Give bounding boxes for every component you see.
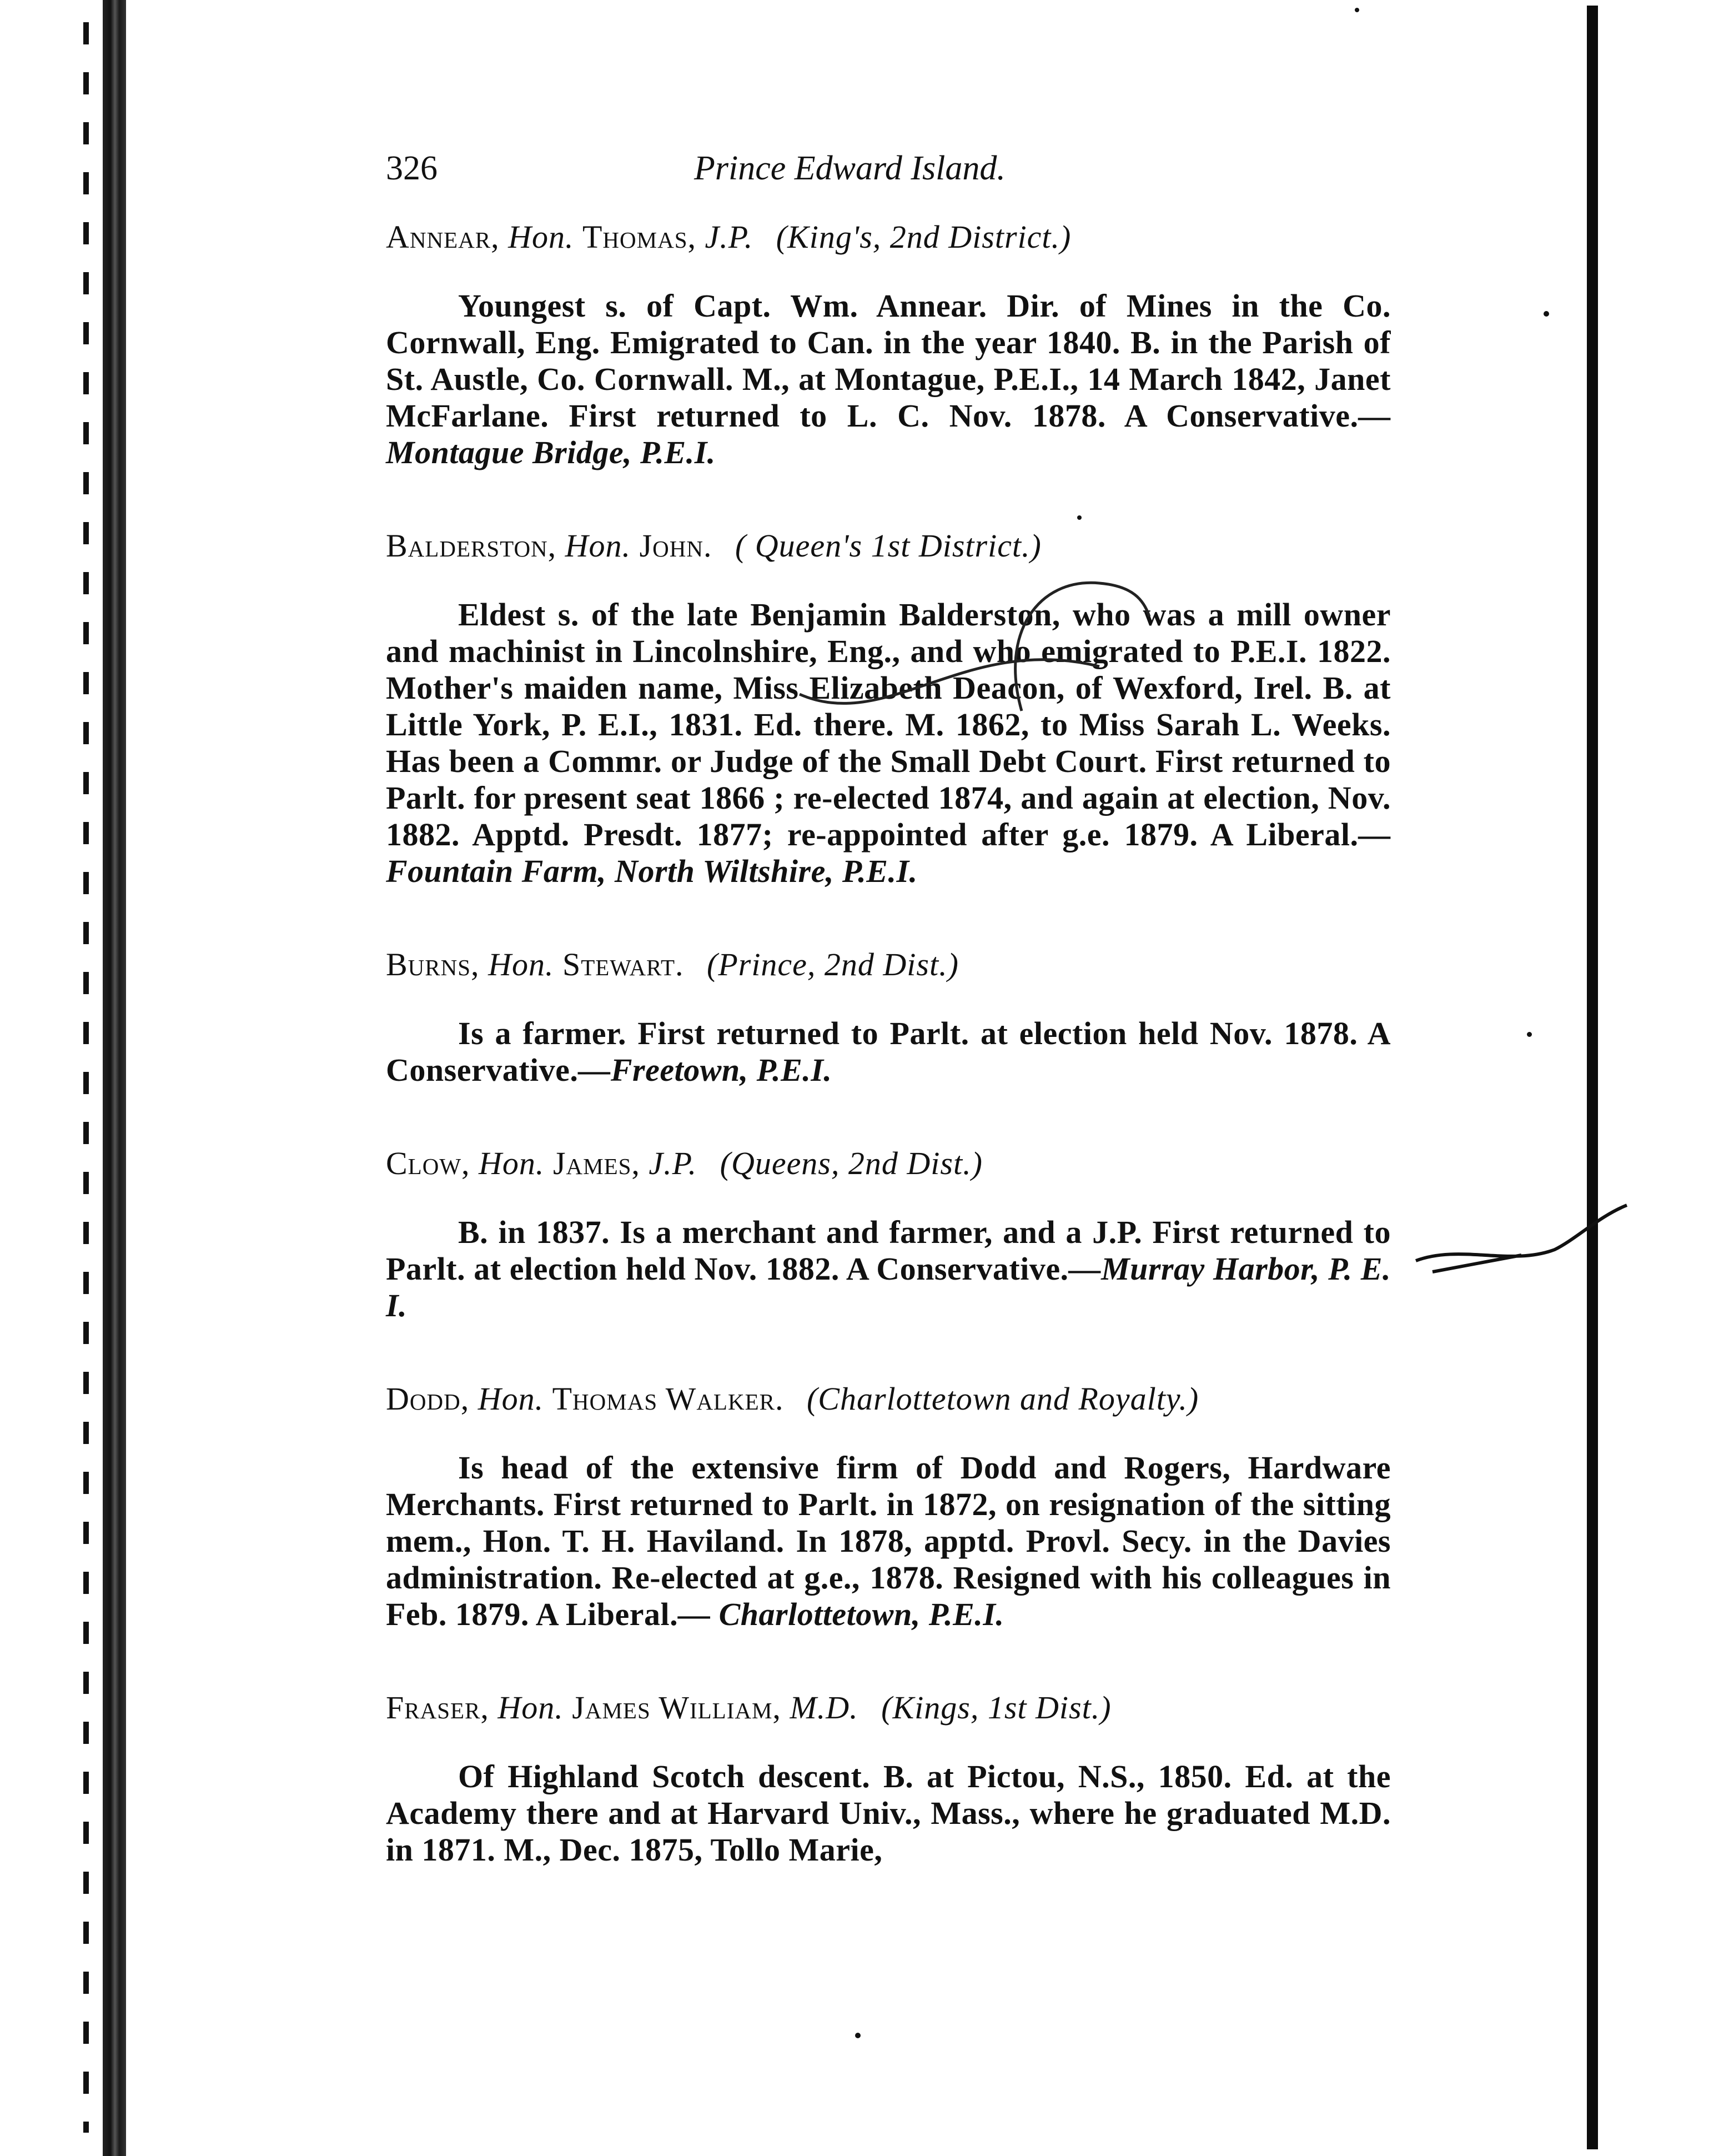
entry-district: (King's, 2nd District.) xyxy=(776,219,1072,255)
entry-address: — Charlottetown, P.E.I. xyxy=(678,1596,1004,1632)
entries-column xyxy=(386,215,1391,1922)
entry-address: —Fountain Farm, North Wiltshire, P.E.I. xyxy=(386,816,1391,889)
entry-biography: B. in 1837. Is a merchant and farmer, and a J.P. First returned to Parlt. at election held Nov. 1882. A Conservative. xyxy=(386,1214,1391,1287)
entry-biography: Is a farmer. First returned to Parlt. at election held Nov. 1878. A Conservative. xyxy=(386,1015,1391,1088)
ink-speck xyxy=(1544,311,1549,317)
entry-heading xyxy=(386,524,1391,568)
ink-speck xyxy=(1355,8,1359,12)
entry-biography: Of Highland Scotch descent. B. at Pictou, N.S., 1850. Ed. at the Academy there and at Harvard Univ., Mass., where he graduated M.D. in 1871. M., Dec. 1875, Tollo Marie, xyxy=(386,1758,1391,1868)
entry-body xyxy=(386,1214,1391,1324)
entry xyxy=(386,1686,1391,1868)
entry-surname: Annear, xyxy=(386,219,500,255)
entry-body xyxy=(386,288,1391,471)
binding-edge-marks xyxy=(83,22,89,2133)
entry-district: ( Queen's 1st District.) xyxy=(735,528,1042,564)
entry-body xyxy=(386,1450,1391,1633)
entry-biography: Is head of the extensive firm of Dodd and Rogers, Hardware Merchants. First returned to Parlt. in 1872, on resignation of the sitting mem., Hon. T. H. Haviland. In 1878, apptd. Provl. Secy. in the Davies administration. Re-elected at g.e., 1878. Resigned with his colleagues in Feb. 1879. A Liberal. xyxy=(386,1450,1391,1632)
entry-address: —Montague Bridge, P.E.I. xyxy=(386,398,1391,470)
entry-given-name: Stewart. xyxy=(562,946,684,982)
entry xyxy=(386,1142,1391,1324)
entry-given-name: Thomas, xyxy=(582,219,697,255)
entry-biography: Eldest s. of the late Benjamin Balderston, who was a mill owner and machinist in Lincolnshire, Eng., and who emigrated to P.E.I. 1822. Mother's maiden name, Miss Elizabeth Deacon, of Wexford, Irel. B. at Little York, P. E.I., 1831. Ed. there. M. 1862, to Miss Sarah L. Weeks. Has been a Commr. or Judge of the Small Debt Court. First returned to Parlt. for present seat 1866 ; re-elected 1874, and again at election, Nov. 1882. Apptd. Presdt. 1877; re-appointed after g.e. 1879. A Liberal. xyxy=(386,596,1391,853)
binding-shadow xyxy=(103,0,126,2156)
ink-speck xyxy=(855,2033,861,2038)
entry-surname: Clow, xyxy=(386,1145,470,1181)
entry-honorific: Hon. xyxy=(479,1145,545,1181)
entry-given-name: John. xyxy=(639,528,712,564)
ink-speck xyxy=(1527,1032,1532,1037)
entry-heading xyxy=(386,1142,1391,1185)
entry-honorific: Hon. xyxy=(565,528,631,564)
entry-degree: M.D. xyxy=(790,1689,858,1726)
running-head xyxy=(386,143,1319,193)
entry-surname: Balderston, xyxy=(386,528,557,564)
entry-given-name: James William, xyxy=(572,1689,781,1726)
entry-honorific: Hon. xyxy=(508,219,574,255)
entry-degree: J.P. xyxy=(705,219,753,255)
margin-ink-smudge xyxy=(1410,1194,1632,1294)
entry-surname: Burns, xyxy=(386,946,480,982)
entry-heading xyxy=(386,943,1391,986)
entry-district: (Queens, 2nd Dist.) xyxy=(720,1145,983,1181)
entry-surname: Fraser, xyxy=(386,1689,489,1726)
entry-address: —Freetown, P.E.I. xyxy=(578,1052,832,1088)
entry-honorific: Hon. xyxy=(497,1689,564,1726)
page-edge-rule xyxy=(1587,6,1598,2149)
entry-district: (Prince, 2nd Dist.) xyxy=(707,946,959,982)
entry-body xyxy=(386,1015,1391,1089)
entry xyxy=(386,215,1391,471)
entry-surname: Dodd, xyxy=(386,1381,470,1417)
entry-body xyxy=(386,1758,1391,1868)
entry-honorific: Hon. xyxy=(478,1381,544,1417)
entry-district: (Kings, 1st Dist.) xyxy=(881,1689,1112,1726)
entry-given-name: James, xyxy=(552,1145,640,1181)
entry xyxy=(386,1377,1391,1633)
entry-heading xyxy=(386,1686,1391,1729)
entry-district: (Charlottetown and Royalty.) xyxy=(806,1381,1199,1417)
entry-honorific: Hon. xyxy=(488,946,554,982)
entry-heading xyxy=(386,215,1391,259)
entry-biography: Youngest s. of Capt. Wm. Annear. Dir. of Mines in the Co. Cornwall, Eng. Emigrated to Can. in the year 1840. B. in the Parish of St. Austle, Co. Cornwall. M., at Montague, P.E.I., 14 March 1842, Janet McFarlane. First returned to L. C. Nov. 1878. A Conservative. xyxy=(386,288,1391,434)
entry-given-name: Thomas Walker. xyxy=(552,1381,784,1417)
entry-address: —Murray Harbor, P. E. I. xyxy=(386,1251,1391,1323)
page-number: 326 xyxy=(386,149,438,187)
pen-scribble-mark xyxy=(788,566,1166,733)
entry-heading xyxy=(386,1377,1391,1421)
entry xyxy=(386,943,1391,1089)
ink-speck xyxy=(1077,515,1082,520)
entry-degree: J.P. xyxy=(649,1145,697,1181)
running-title: Prince Edward Island. xyxy=(694,149,1006,187)
